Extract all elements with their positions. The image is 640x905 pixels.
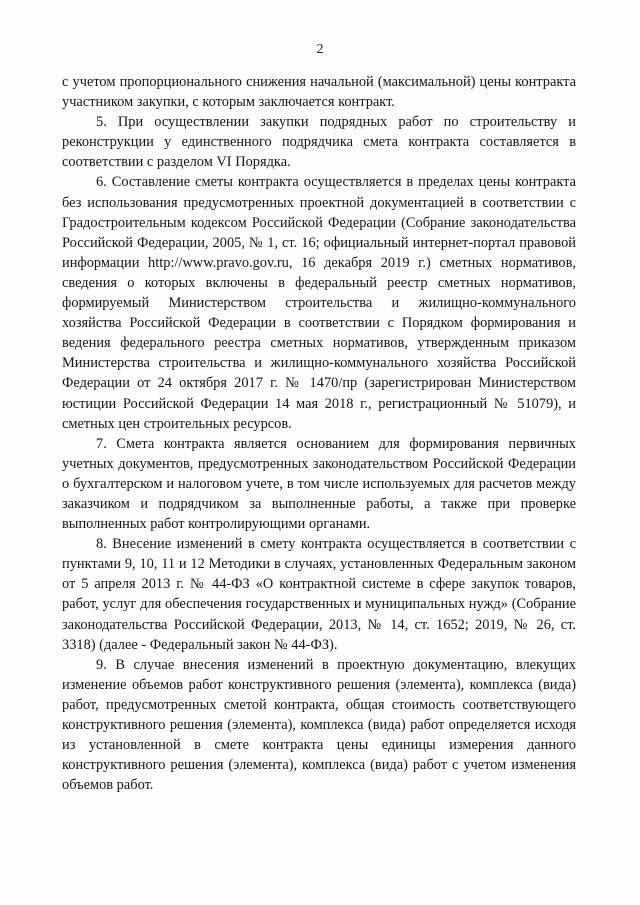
paragraph-5: 5. При осуществлении закупки подрядных работ по строительству и реконструкции у единственного подрядчика смета контракта составляется в соответствии с разделом VI Порядка. <box>62 114 576 171</box>
paragraph-continuation: с учетом пропорционального снижения начальной (максимальной) цены контракта участником закупки, с которым заключается контракт. <box>62 74 576 111</box>
paragraph-7: 7. Смета контракта является основанием для формирования первичных учетных документов, предусмотренных законодательством Российской Федерации о бухгалтерском и налоговом учете, в том числе используемых для расчетов между заказчиком и подрядчиком за выполненные работы, а также при проверке выполненных работ контролирующими органами. <box>62 435 576 533</box>
document-body <box>62 72 576 795</box>
paragraph-6: 6. Составление сметы контракта осуществляется в пределах цены контракта без использования предусмотренных проектной документацией в соответствии с Градостроительным кодексом Российской Федерации (Собрание законодательства Российской Федерации, 2005, № 1, ст. 16; официальный интернет-портал правовой информации http://www.pravo.gov.ru, 16 декабря 2019 г.) сметных нормативов, сведения о которых включены в федеральный реестр сметных нормативов, формируемый Министерством строительства и жилищно-коммунального хозяйства Российской Федерации в соответствии с Порядком формирования и ведения федерального реестра сметных нормативов, утвержденным приказом Министерства строительства и жилищно-коммунального хозяйства Российской Федерации от 24 октября 2017 г. № 1470/пр (зарегистрирован Министерством юстиции Российской Федерации 14 мая 2018 г., регистрационный № 51079), и сметных цен строительных ресурсов. <box>62 174 576 432</box>
paragraph-9: 9. В случае внесения изменений в проектную документацию, влекущих изменение объемов работ конструктивного решения (элемента), комплекса (вида) работ, предусмотренных сметой контракта, общая стоимость соответствующего конструктивного решения (элемента), комплекса (вида) работ определяется исходя из установленной в смете контракта цены единицы измерения данного конструктивного решения (элемента), комплекса (вида) работ с учетом изменения объемов работ. <box>62 656 576 794</box>
paragraph-8: 8. Внесение изменений в смету контракта осуществляется в соответствии с пунктами 9, 10, 11 и 12 Методики в случаях, установленных Федеральным законом от 5 апреля 2013 г. № 44-ФЗ «О контрактной системе в сфере закупок товаров, работ, услуг для обеспечения государственных и муниципальных нужд» (Собрание законодательства Российской Федерации, 2013, № 14, ст. 1652; 2019, № 26, ст. 3318) (далее - Федеральный закон № 44-ФЗ). <box>62 536 576 653</box>
page-number: 2 <box>316 42 324 57</box>
